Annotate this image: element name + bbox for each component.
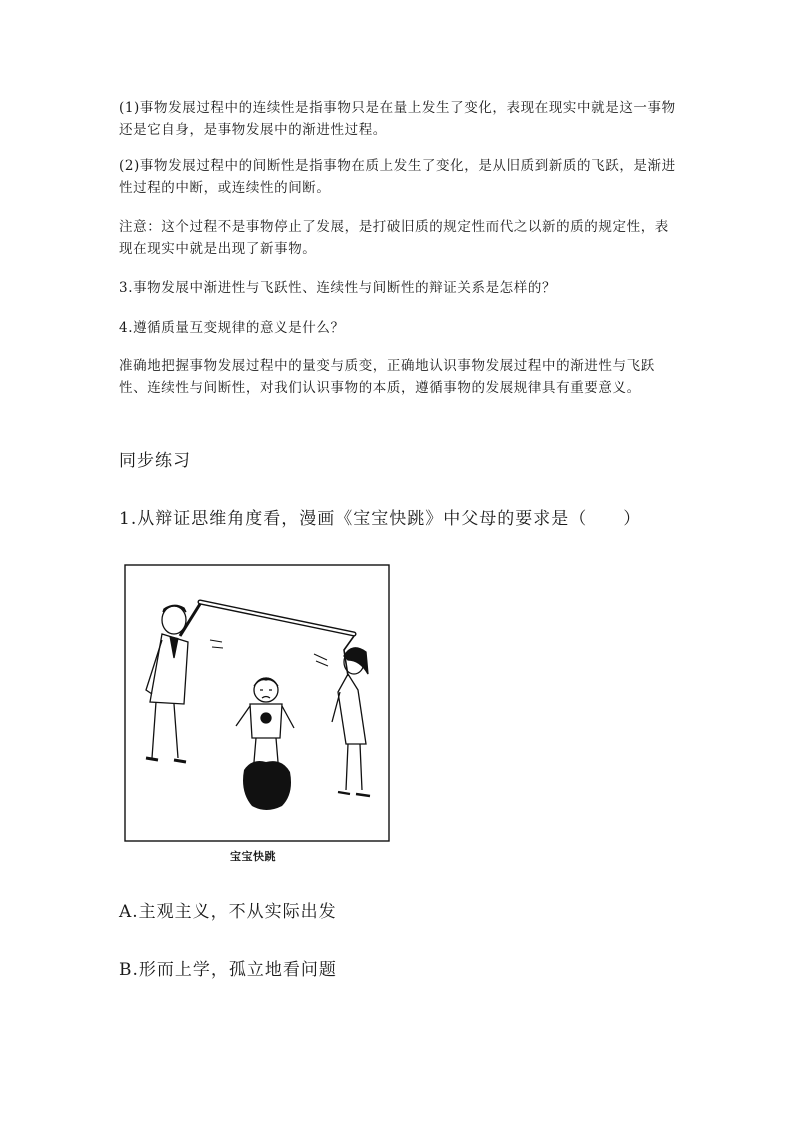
paragraph-discontinuity: (2)事物发展过程中的间断性是指事物在质上发生了变化，是从旧质到新质的飞跃，是渐进性过程的中断，或连续性的间断。 xyxy=(119,158,676,196)
question-3: 3.事物发展中渐进性与飞跃性、连续性与间断性的辩证关系是怎样的？ xyxy=(119,280,557,296)
option-b[interactable]: B.形而上学，孤立地看问题 xyxy=(119,960,337,980)
question-4: 4.遵循质量互变规律的意义是什么？ xyxy=(119,320,345,336)
cartoon-caption: 宝宝快跳 xyxy=(230,850,276,863)
paragraph-significance: 准确地把握事物发展过程中的量变与质变，正确地认识事物发展过程中的渐进性与飞跃性、连续性与间断性，对我们认识事物的本质，遵循事物的发展规律具有重要意义。 xyxy=(119,358,655,396)
option-a[interactable]: A.主观主义，不从实际出发 xyxy=(119,902,337,922)
paragraph-continuity: (1)事物发展过程中的连续性是指事物只是在量上发生了变化，表现在现实中就是这一事物还是它自身，是事物发展中的渐进性过程。 xyxy=(119,100,676,138)
cartoon-shadow xyxy=(243,761,291,810)
exercise-question-1: 1.从辩证思维角度看，漫画《宝宝快跳》中父母的要求是（ ） xyxy=(119,509,642,529)
cartoon-illustration xyxy=(122,562,392,844)
section-heading: 同步练习 xyxy=(119,451,191,471)
paragraph-note: 注意：这个过程不是事物停止了发展，是打破旧质的规定性而代之以新的质的规定性，表现在现实中就是出现了新事物。 xyxy=(119,219,669,257)
